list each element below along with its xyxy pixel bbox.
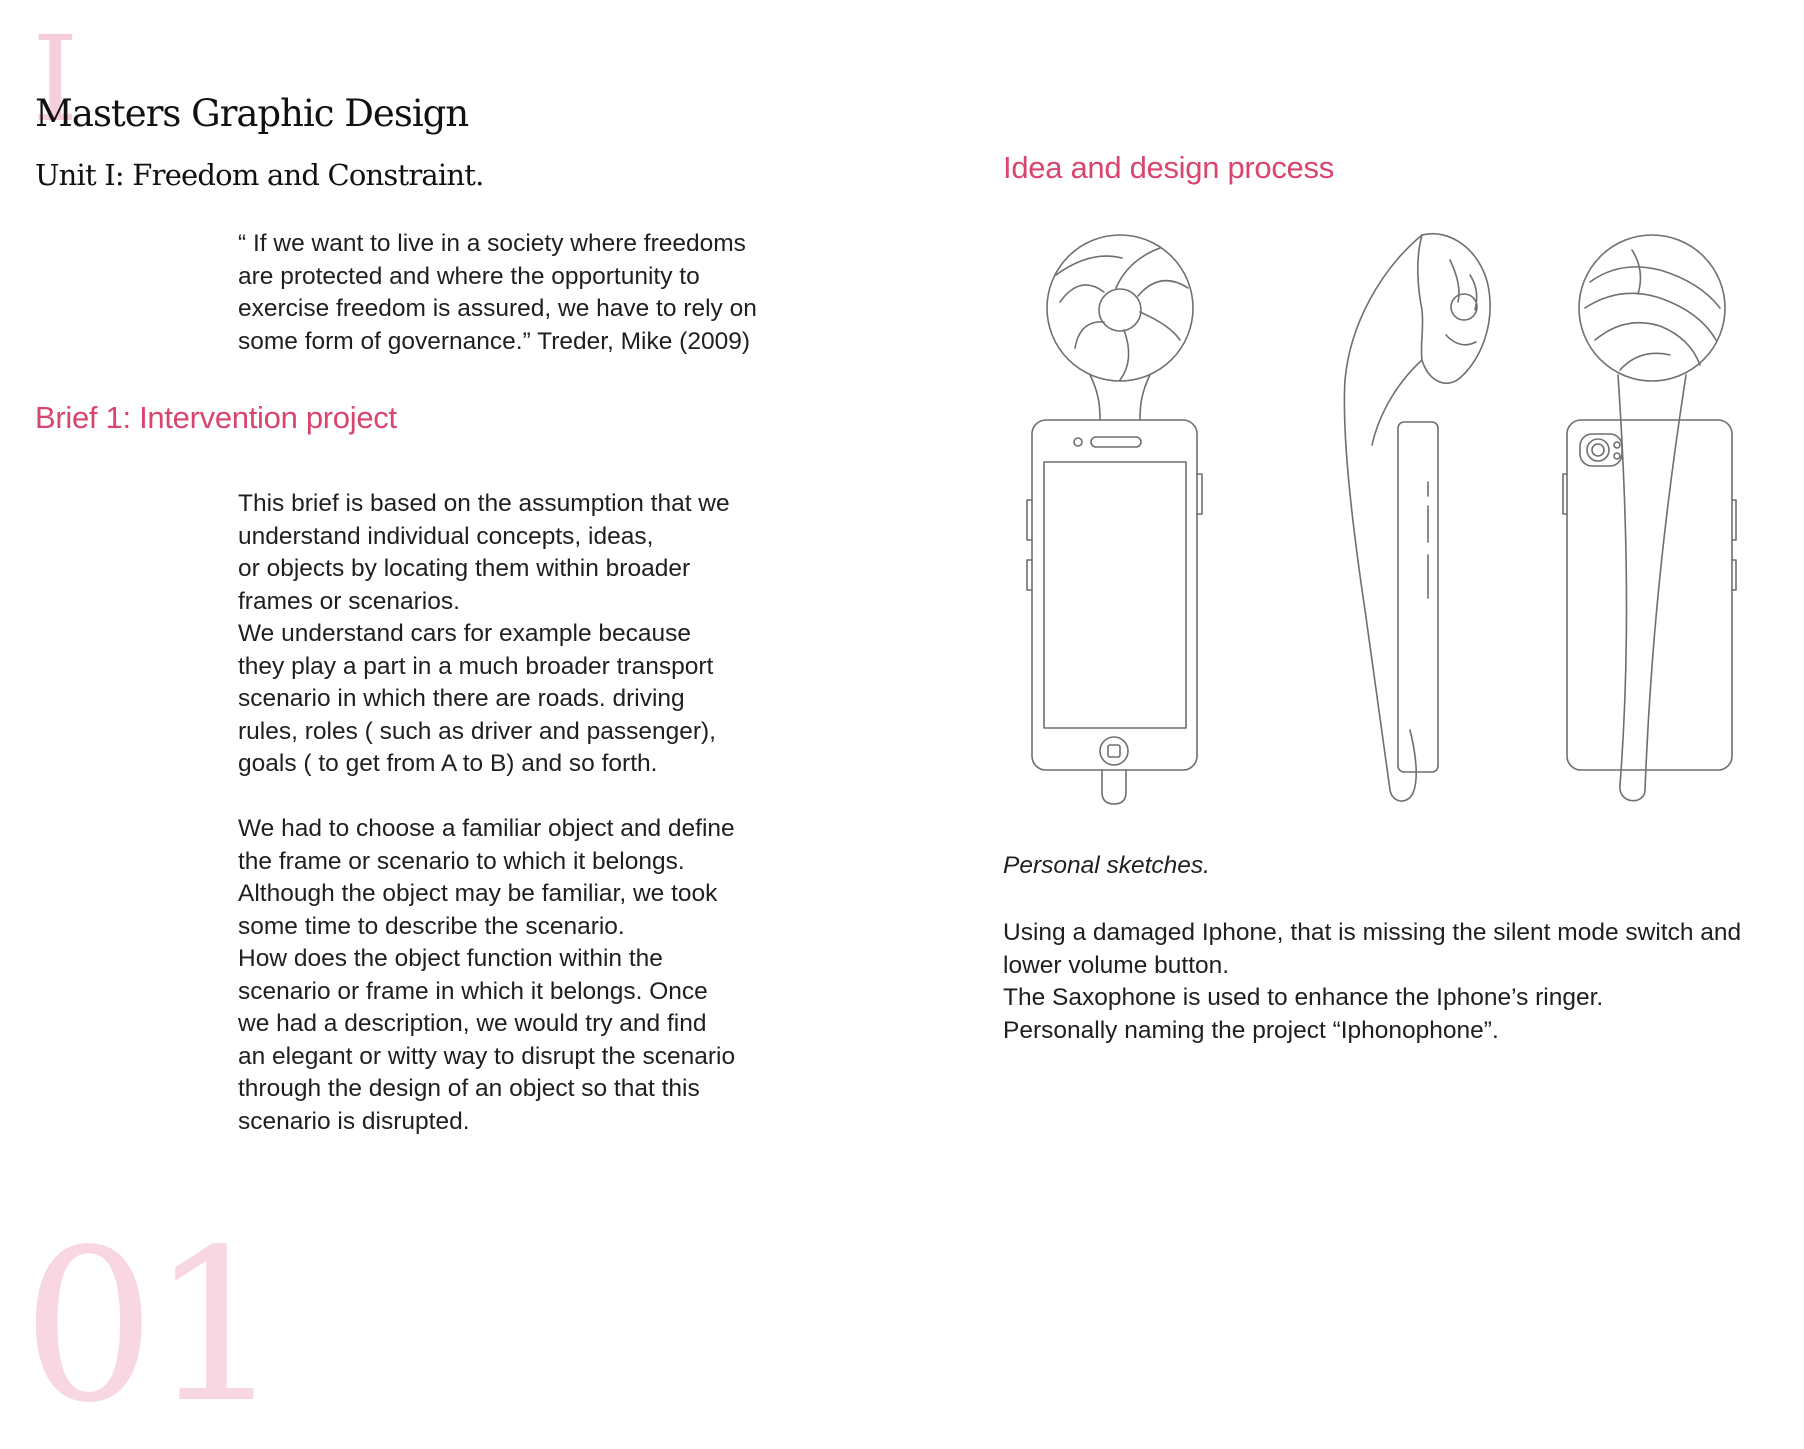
unit-subtitle: Unit I: Freedom and Constraint. [35, 158, 484, 192]
page-number: 01 [22, 1204, 278, 1449]
page-title: Masters Graphic Design [35, 92, 469, 135]
quote-text: “ If we want to live in a society where freedoms are protected and where the opportunity to exercise freedom is assured, we have to rely on some form of governance.” Treder, Mike (2009) [238, 230, 757, 355]
sketch-front-view [1027, 235, 1202, 804]
brief-heading: Brief 1: Intervention project [35, 400, 397, 435]
decorative-initial: I [32, 10, 79, 148]
sketch-side-view [1344, 234, 1490, 801]
iphonophone-sketches [1020, 230, 1760, 810]
project-description: Using a damaged Iphone, that is missing the silent mode switch and lower volume button. The Saxophone is used to enhance the Iphone’s ringer. Personally naming the project “Iphonophone”. [1003, 919, 1742, 1044]
idea-heading: Idea and design process [1003, 150, 1334, 185]
sketch-caption: Personal sketches. [1003, 852, 1210, 879]
sketch-back-view [1563, 235, 1736, 801]
brief-body: This brief is based on the assumption that we understand individual concepts, ideas, or objects by locating them within broader frames or scenarios. We understand cars for example because they play a part in a much broader transport scenario in which there are roads. driving rules, roles ( such as driver and passenger), goals ( to get from A to B) and so forth. We had to choose a familiar object and define the frame or scenario to which it belongs. Although the object may be familiar, we took some time to describe the scenario. How does the object function within the scenario or frame in which it belongs. Once we had a description, we would try and find an elegant or witty way to disrupt the scenario through the design of an object so that this scenario is disrupted. [238, 490, 736, 1135]
